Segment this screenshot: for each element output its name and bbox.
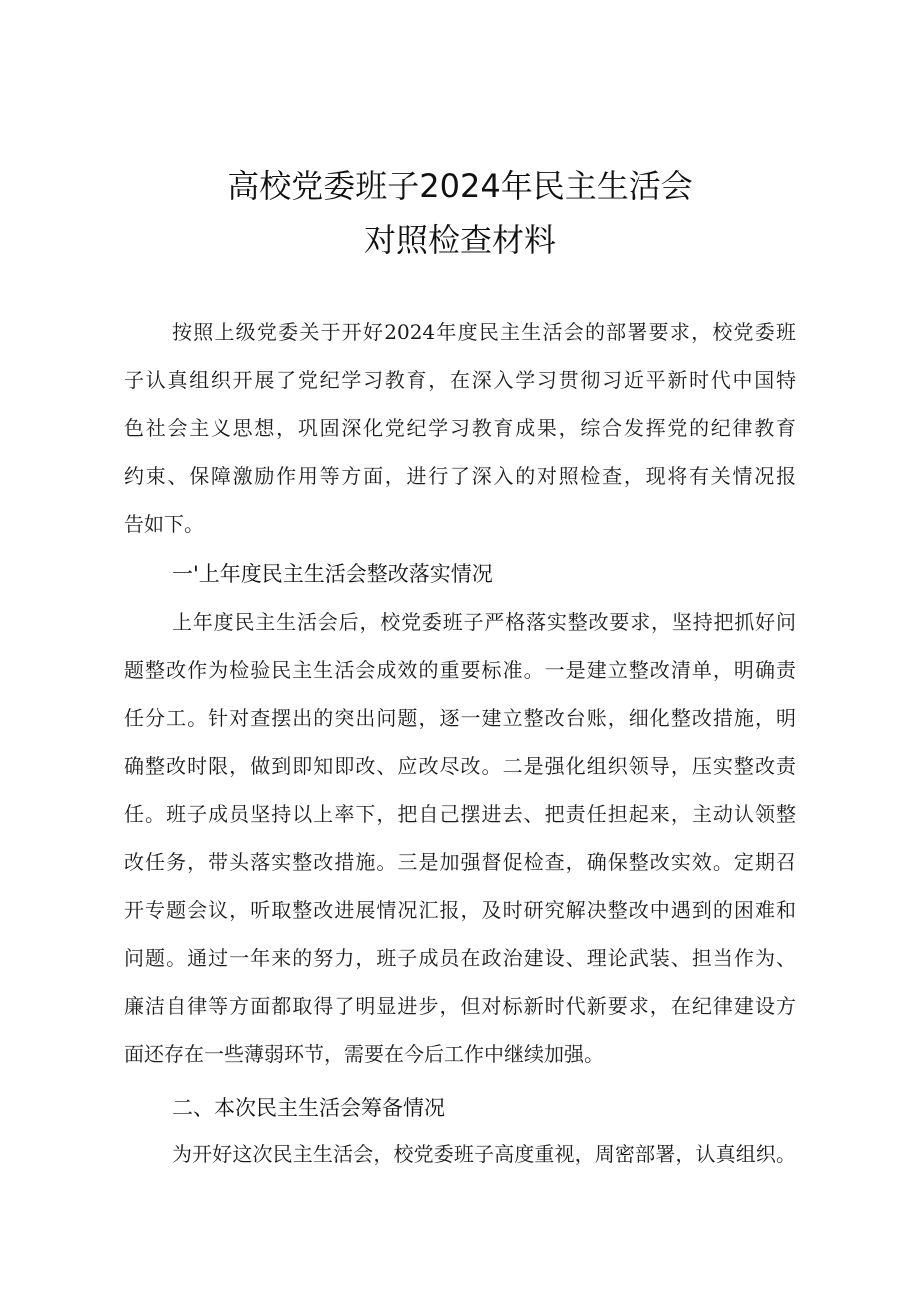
intro-paragraph-line: 告如下。 [124, 512, 204, 536]
section1-paragraph-line: 上年度民主生活会后，校党委班子严格落实整改要求，坚持把抓好问 [172, 610, 796, 634]
intro-paragraph-line: 按照上级党委关于开好2024年度民主生活会的部署要求，校党委班 [172, 320, 796, 344]
section1-paragraph-line: 确整改时限，做到即知即改、应改尽改。二是强化组织领导，压实整改责 [124, 754, 796, 778]
section1-paragraph-line: 改任务，带头落实整改措施。三是加强督促检查，确保整改实效。定期召 [124, 850, 796, 874]
section-heading-1: 一'上年度民主生活会整改落实情况 [172, 562, 493, 586]
section1-paragraph-line: 开专题会议，听取整改进展情况汇报，及时研究解决整改中遇到的困难和 [124, 898, 796, 922]
intro-paragraph-line: 色社会主义思想，巩固深化党纪学习教育成果，综合发挥党的纪律教育 [124, 416, 796, 440]
section1-paragraph-line: 问题。通过一年来的努力，班子成员在政治建设、理论武装、担当作为、 [124, 946, 796, 970]
section1-paragraph-line: 面还存在一些薄弱环节，需要在今后工作中继续加强。 [124, 1042, 604, 1066]
section1-paragraph-line: 任。班子成员坚持以上率下，把自己摆进去、把责任担起来，主动认领整 [124, 802, 796, 826]
intro-paragraph-line: 约束、保障激励作用等方面，进行了深入的对照检查，现将有关情况报 [124, 464, 796, 488]
section1-paragraph-line: 题整改作为检验民主生活会成效的重要标准。一是建立整改清单，明确责 [124, 658, 796, 682]
section2-paragraph-line: 为开好这次民主生活会，校党委班子高度重视，周密部署，认真组织。 [172, 1142, 796, 1166]
section1-paragraph-line: 任分工。针对查摆出的突出问题，逐一建立整改台账，细化整改措施，明 [124, 706, 796, 730]
document-title-line-1: 高校党委班子2024年民主生活会 [227, 167, 693, 205]
section-heading-2: 二、本次民主生活会筹备情况 [172, 1096, 445, 1120]
intro-paragraph-line: 子认真组织开展了党纪学习教育，在深入学习贯彻习近平新时代中国特 [124, 368, 796, 392]
section1-paragraph-line: 廉洁自律等方面都取得了明显进步，但对标新时代新要求，在纪律建设方 [124, 994, 796, 1018]
document-title-line-2: 对照检查材料 [363, 221, 556, 259]
